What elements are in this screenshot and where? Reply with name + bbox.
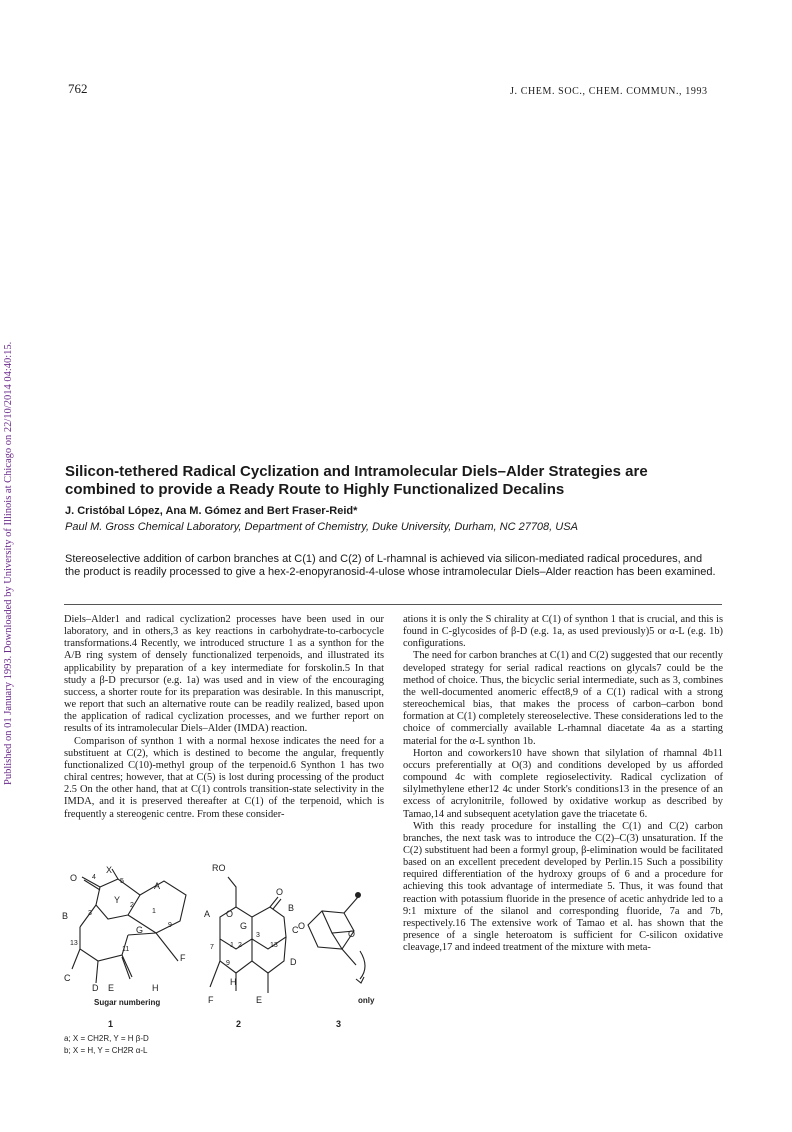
svg-text:B: B [288, 903, 295, 913]
right-paragraph-3: Horton and coworkers10 have shown that silylation of rhamnal 4b11 occurs preferentially at O(3) and conditions developed by us afforded compound 4c with complete regioselectivity. Radical cyclization of silylmethylene ether12 4c under Stork's conditions13 in the presence of an excess of acrylonitrile, followed by oxidative workup as described by Tamao,14 and subsequent acetylation gave the triacetate 6. [403, 747, 723, 820]
variant-legend [64, 1034, 149, 1055]
svg-text:X: X [106, 865, 113, 875]
svg-text:F: F [180, 953, 186, 963]
svg-text:A: A [204, 909, 211, 919]
svg-text:RO: RO [212, 863, 226, 873]
right-column [403, 614, 723, 954]
variant-a: a; X = CH2R, Y = H β-D [64, 1034, 149, 1043]
download-notice [3, 195, 17, 785]
svg-text:O: O [348, 929, 356, 939]
svg-text:O: O [276, 887, 284, 897]
svg-text:C: C [292, 925, 299, 935]
svg-text:only: only [358, 996, 375, 1005]
svg-text:D: D [92, 983, 99, 993]
svg-text:G: G [136, 925, 144, 935]
structure-2-bonds [210, 877, 286, 993]
svg-text:H: H [230, 977, 237, 987]
svg-text:7: 7 [210, 944, 214, 951]
svg-text:11: 11 [122, 946, 130, 953]
right-paragraph-4: With this ready procedure for installing the C(1) and C(2) carbon branches, the next task was to introduce the C(2)–C(3) unsaturation. If the C(2) substituent had been a formyl group, β-elimination would be facilitated based on an excellent precedent developed by Perlin.15 Such a possibility required differentiation of the hydroxy groups of 6 and a procedure for achieving this took advantage of intermediate 5. Thus, it was found that reaction with potassium fluoride in the presence of acetic anhydride led to a 9:1 mixture of the silanol and corresponding fluoride, 7a and 7b, respectively.16 The extensive work of Tamao et al. has shown that the presence of a single heteroatom is sufficient for C-silicon oxidative cleavage,17 and indeed treatment of the mixture with meta- [403, 820, 723, 954]
svg-text:2: 2 [238, 942, 242, 949]
svg-text:E: E [256, 995, 263, 1005]
structure-1-labels [62, 865, 186, 1007]
svg-text:E: E [108, 983, 115, 993]
right-paragraph-1: ations it is only the S chirality at C(1) of synthon 1 that is crucial, and this is found in C-glycosides of β-D (e.g. 1a, as used previously)5 or α-L (e.g. 1b) configurations. [403, 614, 723, 650]
svg-text:1: 1 [230, 942, 234, 949]
download-notice-text: Published on 01 January 1993. Downloaded by University of Illinois at Chicago on 22/10/2014 04:40:15. [3, 341, 14, 785]
svg-text:H: H [152, 983, 159, 993]
compound-labels [108, 1019, 341, 1029]
svg-text:Sugar numbering: Sugar numbering [94, 998, 161, 1007]
svg-text:O: O [70, 873, 78, 883]
svg-text:1: 1 [152, 908, 156, 915]
structure-scheme [60, 857, 390, 1089]
abstract-divider [64, 604, 722, 605]
compound-3-label: 3 [336, 1019, 342, 1029]
svg-text:3: 3 [256, 932, 260, 939]
article-authors: J. Cristóbal López, Ana M. Gómez and Bert Fraser-Reid* [65, 505, 358, 517]
article-affiliation: Paul M. Gross Chemical Laboratory, Department of Chemistry, Duke University, Durham, NC 27708, USA [65, 521, 578, 533]
svg-text:F: F [208, 995, 214, 1005]
svg-text:2: 2 [130, 902, 134, 909]
svg-text:13: 13 [70, 940, 78, 947]
structure-3-labels [298, 921, 375, 1005]
svg-text:9: 9 [168, 922, 172, 929]
svg-text:C: C [64, 973, 71, 983]
svg-text:O: O [298, 921, 306, 931]
svg-text:A: A [154, 881, 161, 891]
page-number: 762 [68, 81, 88, 96]
journal-header: J. CHEM. SOC., CHEM. COMMUN., 1993 [510, 86, 708, 97]
svg-text:Y: Y [114, 895, 121, 905]
svg-text:9: 9 [226, 960, 230, 967]
left-paragraph-2: Comparison of synthon 1 with a normal hexose indicates the need for a substituent at C(2), which is destined to become the angular, frequently functionalized C(10)-methyl group of the terpenoid.6 Synthon 1 has two chiral centres; however, that at C(5) is lost during processing of the product 2.5 On the other hand, that at C(1) controls transition-state selectivity in the IMDA, and it is preserved thereafter at C(1) of the terpenoid, which is frequently a stereogenic centre. From these consider- [64, 735, 384, 820]
article-abstract: Stereoselective addition of carbon branches at C(1) and C(2) of L-rhamnal is achieved via silicon-mediated radical procedures, and the product is readily processed to give a hex-2-enopyranosid-4-ulose whose intramolecular Diels–Alder reaction has been examined. [65, 553, 716, 578]
svg-text:3: 3 [88, 910, 92, 917]
svg-text:4: 4 [92, 874, 96, 881]
compound-1-label: 1 [108, 1019, 114, 1029]
svg-text:D: D [290, 957, 297, 967]
svg-text:G: G [240, 921, 248, 931]
article-title: Silicon-tethered Radical Cyclization and Intramolecular Diels–Alder Strategies are combined to provide a Ready Route to Highly Functionalized Decalins [65, 463, 648, 498]
radical-dot [355, 892, 361, 898]
svg-text:13: 13 [270, 942, 278, 949]
svg-text:O: O [226, 909, 234, 919]
left-paragraph-1: Diels–Alder1 and radical cyclization2 processes have been used in our laboratory, and in others,3 as key reactions in carbohydrate-to-carbocycle transformations.4 Recently, we introduced structure 1 as a synthon for the A/B ring system of densely functionalized terpenoids, and illustrated its applicability by preparation of a key intermediate for forskolin.5 In that study a β-D precursor (e.g. 1a) was used and in view of the encouraging success, a shorter route for its preparation was desirable. In this manuscript, we report that such an alternative route can be readily realized, based upon the application of radical cyclization processes, and we further report on results of its intramolecular Diels–Alder (IMDA) reaction. [64, 614, 384, 735]
svg-text:5: 5 [120, 878, 124, 885]
structure-3-bonds [308, 897, 365, 983]
right-paragraph-2: The need for carbon branches at C(1) and C(2) suggested that our recently developed strategy for serial radical reactions on glycals7 could be the method of choice. Thus, the bicyclic serial intermediate, such as 3, combines the well-documented anomeric effect8,9 of a C(1) radical with a strong stereochemical bias, that makes the process of carbon–carbon bond formation at C(1) completely stereoselective. These considerations led to the choice of commercially available L-rhamnal diacetate 4a as a starting material for the α-L synthon 1b. [403, 650, 723, 747]
left-column [64, 614, 384, 821]
variant-b: b; X = H, Y = CH2R α-L [64, 1046, 148, 1055]
svg-text:B: B [62, 911, 69, 921]
compound-2-label: 2 [236, 1019, 242, 1029]
